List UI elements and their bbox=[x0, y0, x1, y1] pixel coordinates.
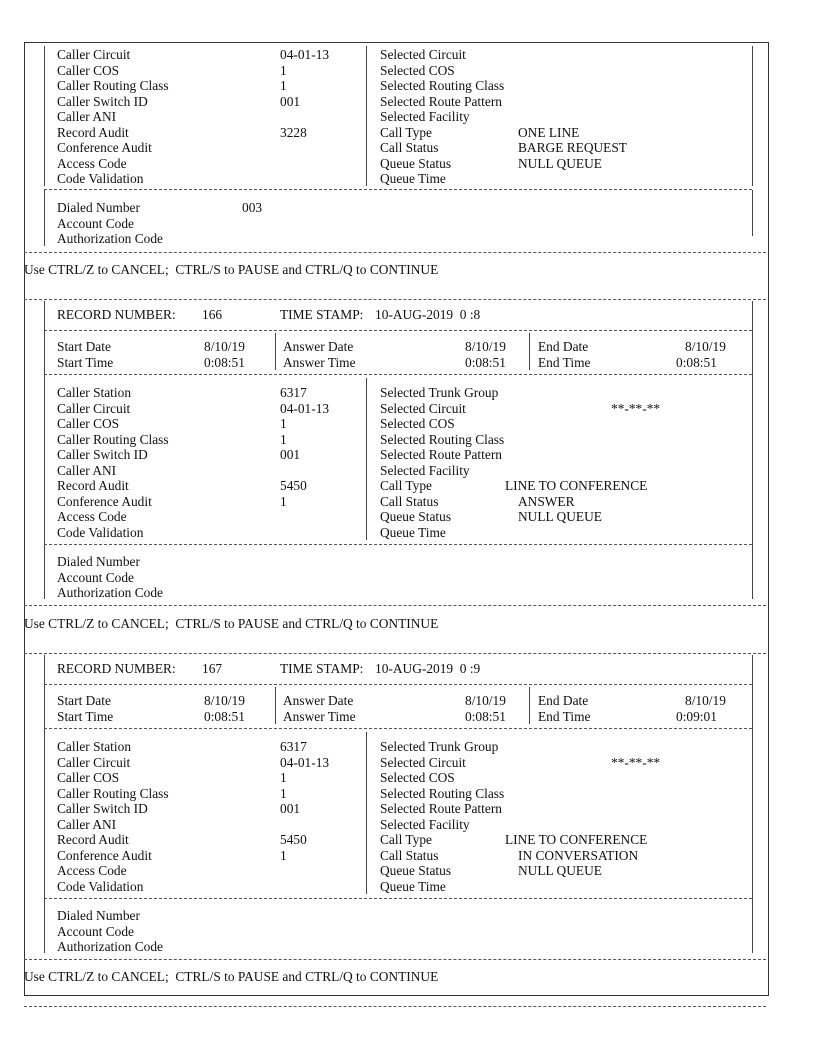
cancel-instructions: Use CTRL/Z to CANCEL; CTRL/S to PAUSE and CTRL/Q to CONTINUE bbox=[24, 969, 439, 984]
end-time-value: 0:08:51 bbox=[676, 354, 717, 370]
start-date-value: 8/10/19 bbox=[204, 339, 245, 354]
caller-routing-class-value: 1 bbox=[280, 785, 287, 801]
section-separator bbox=[44, 189, 752, 190]
caller-routing-class-label: Caller Routing Class bbox=[57, 431, 169, 447]
caller-routing-class-value: 1 bbox=[280, 78, 287, 93]
queue-status-label: Queue Status bbox=[380, 509, 452, 524]
end-date-label: End Date bbox=[538, 693, 589, 708]
call-type-value: LINE TO CONFERENCE bbox=[505, 832, 648, 847]
caller-ani-label: Caller ANI bbox=[57, 109, 117, 124]
queue-status-label: Queue Status bbox=[380, 155, 452, 171]
authorization-code-label: Authorization Code bbox=[57, 939, 163, 954]
caller-station-label: Caller Station bbox=[57, 385, 132, 400]
column-divider bbox=[275, 687, 276, 724]
code-validation-label: Code Validation bbox=[57, 171, 144, 186]
caller-circuit-value: 04-01-13 bbox=[280, 754, 330, 770]
call-status-value: IN CONVERSATION bbox=[518, 847, 639, 863]
record-audit-label: Record Audit bbox=[57, 124, 129, 140]
end-time-label: End Time bbox=[538, 354, 591, 370]
start-time-value: 0:08:51 bbox=[204, 354, 245, 370]
cancel-instructions: Use CTRL/Z to CANCEL; CTRL/S to PAUSE and CTRL/Q to CONTINUE bbox=[24, 262, 439, 277]
account-code-label: Account Code bbox=[57, 569, 134, 585]
left-border bbox=[44, 46, 45, 186]
selected-facility-label: Selected Facility bbox=[380, 462, 470, 478]
selected-circuit-value: **-**-** bbox=[611, 754, 661, 770]
caller-routing-class-value: 1 bbox=[280, 431, 287, 447]
queue-status-label: Queue Status bbox=[380, 863, 452, 878]
selected-trunk-group-label: Selected Trunk Group bbox=[380, 739, 499, 754]
call-status-value: ANSWER bbox=[518, 493, 575, 509]
start-date-label: Start Date bbox=[57, 693, 111, 708]
caller-switch-id-label: Caller Switch ID bbox=[57, 93, 148, 109]
queue-time-label: Queue Time bbox=[380, 878, 446, 894]
section-separator bbox=[44, 330, 752, 331]
section-separator bbox=[44, 898, 752, 899]
selected-cos-label: Selected COS bbox=[380, 62, 455, 78]
end-time-value: 0:09:01 bbox=[676, 708, 717, 724]
right-border bbox=[752, 190, 753, 236]
selected-facility-label: Selected Facility bbox=[380, 816, 470, 832]
start-date-value: 8/10/19 bbox=[204, 693, 245, 708]
selected-routing-class-label: Selected Routing Class bbox=[380, 785, 505, 801]
caller-station-value: 6317 bbox=[280, 385, 307, 400]
section-separator bbox=[44, 544, 752, 545]
queue-status-value: NULL QUEUE bbox=[518, 155, 602, 171]
authorization-code-label: Authorization Code bbox=[57, 585, 163, 600]
answer-date-label: Answer Date bbox=[283, 693, 354, 708]
caller-switch-id-value: 001 bbox=[280, 447, 301, 462]
caller-circuit-value: 04-01-13 bbox=[280, 400, 330, 416]
record-audit-value: 5450 bbox=[280, 478, 307, 493]
column-divider bbox=[529, 333, 530, 370]
call-status-label: Call Status bbox=[380, 140, 439, 155]
right-border bbox=[752, 46, 753, 186]
selected-route-pattern-label: Selected Route Pattern bbox=[380, 447, 502, 462]
code-validation-label: Code Validation bbox=[57, 878, 144, 894]
record-audit-value: 3228 bbox=[280, 124, 307, 140]
caller-cos-value: 1 bbox=[280, 770, 287, 785]
caller-circuit-label: Caller Circuit bbox=[57, 400, 131, 416]
end-time-label: End Time bbox=[538, 708, 591, 724]
time-stamp-value: 10-AUG-2019 0 :9 bbox=[375, 661, 481, 676]
call-status-value: BARGE REQUEST bbox=[518, 140, 627, 155]
selected-route-pattern-label: Selected Route Pattern bbox=[380, 801, 502, 816]
column-divider bbox=[275, 333, 276, 370]
selected-circuit-label: Selected Circuit bbox=[380, 754, 466, 770]
time-stamp-label: TIME STAMP: bbox=[280, 307, 364, 322]
access-code-label: Access Code bbox=[57, 155, 127, 171]
conference-audit-label: Conference Audit bbox=[57, 493, 152, 509]
caller-cos-label: Caller COS bbox=[57, 770, 120, 785]
answer-time-label: Answer Time bbox=[283, 708, 356, 724]
record-separator bbox=[24, 653, 766, 654]
call-type-value: LINE TO CONFERENCE bbox=[505, 478, 648, 493]
answer-date-value: 8/10/19 bbox=[465, 693, 506, 708]
caller-switch-id-label: Caller Switch ID bbox=[57, 447, 148, 462]
answer-time-label: Answer Time bbox=[283, 354, 356, 370]
section-separator bbox=[44, 374, 752, 375]
caller-cos-label: Caller COS bbox=[57, 416, 120, 431]
time-stamp-label: TIME STAMP: bbox=[280, 661, 364, 676]
left-border bbox=[44, 655, 45, 953]
caller-ani-label: Caller ANI bbox=[57, 816, 117, 832]
left-border bbox=[44, 301, 45, 599]
dialed-number-label: Dialed Number bbox=[57, 200, 140, 215]
end-date-value: 8/10/19 bbox=[685, 339, 726, 354]
record-separator bbox=[24, 605, 766, 606]
call-status-label: Call Status bbox=[380, 847, 439, 863]
right-border bbox=[752, 301, 753, 599]
start-time-label: Start Time bbox=[57, 708, 114, 724]
access-code-label: Access Code bbox=[57, 509, 127, 524]
authorization-code-label: Authorization Code bbox=[57, 231, 163, 246]
start-time-value: 0:08:51 bbox=[204, 708, 245, 724]
column-divider bbox=[366, 732, 367, 894]
record-separator bbox=[24, 1006, 766, 1007]
caller-cos-value: 1 bbox=[280, 62, 287, 78]
call-type-value: ONE LINE bbox=[518, 124, 580, 140]
queue-time-label: Queue Time bbox=[380, 171, 446, 186]
time-stamp-value: 10-AUG-2019 0 :8 bbox=[375, 307, 481, 322]
column-divider bbox=[366, 378, 367, 540]
record-separator bbox=[24, 959, 766, 960]
conference-audit-value: 1 bbox=[280, 493, 287, 509]
record-audit-label: Record Audit bbox=[57, 478, 129, 493]
section-separator bbox=[44, 684, 752, 685]
answer-time-value: 0:08:51 bbox=[465, 354, 506, 370]
record-separator bbox=[24, 299, 766, 300]
caller-cos-value: 1 bbox=[280, 416, 287, 431]
caller-circuit-label: Caller Circuit bbox=[57, 754, 131, 770]
answer-date-value: 8/10/19 bbox=[465, 339, 506, 354]
call-type-label: Call Type bbox=[380, 478, 432, 493]
answer-time-value: 0:08:51 bbox=[465, 708, 506, 724]
caller-switch-id-value: 001 bbox=[280, 801, 301, 816]
caller-routing-class-label: Caller Routing Class bbox=[57, 78, 169, 93]
dialed-number-label: Dialed Number bbox=[57, 908, 140, 923]
selected-circuit-value: **-**-** bbox=[611, 400, 661, 416]
selected-trunk-group-label: Selected Trunk Group bbox=[380, 385, 499, 400]
record-number-value: 166 bbox=[202, 307, 223, 322]
column-divider bbox=[366, 46, 367, 186]
queue-time-label: Queue Time bbox=[380, 524, 446, 540]
selected-routing-class-label: Selected Routing Class bbox=[380, 431, 505, 447]
queue-status-value: NULL QUEUE bbox=[518, 509, 602, 524]
access-code-label: Access Code bbox=[57, 863, 127, 878]
caller-circuit-value: 04-01-13 bbox=[280, 47, 330, 62]
selected-routing-class-label: Selected Routing Class bbox=[380, 78, 505, 93]
account-code-label: Account Code bbox=[57, 923, 134, 939]
conference-audit-label: Conference Audit bbox=[57, 140, 152, 155]
dialed-number-value: 003 bbox=[242, 200, 263, 215]
conference-audit-value: 1 bbox=[280, 847, 287, 863]
record-number-value: 167 bbox=[202, 661, 223, 676]
queue-status-value: NULL QUEUE bbox=[518, 863, 602, 878]
end-date-value: 8/10/19 bbox=[685, 693, 726, 708]
code-validation-label: Code Validation bbox=[57, 524, 144, 540]
call-type-label: Call Type bbox=[380, 124, 432, 140]
caller-ani-label: Caller ANI bbox=[57, 462, 117, 478]
call-type-label: Call Type bbox=[380, 832, 432, 847]
start-date-label: Start Date bbox=[57, 339, 111, 354]
selected-cos-label: Selected COS bbox=[380, 416, 455, 431]
record-number-label: RECORD NUMBER: bbox=[57, 307, 176, 322]
call-status-label: Call Status bbox=[380, 493, 439, 509]
caller-station-value: 6317 bbox=[280, 739, 307, 754]
selected-facility-label: Selected Facility bbox=[380, 109, 470, 124]
caller-switch-id-label: Caller Switch ID bbox=[57, 801, 148, 816]
selected-circuit-label: Selected Circuit bbox=[380, 400, 466, 416]
dialed-number-label: Dialed Number bbox=[57, 554, 140, 569]
caller-station-label: Caller Station bbox=[57, 739, 132, 754]
caller-routing-class-label: Caller Routing Class bbox=[57, 785, 169, 801]
start-time-label: Start Time bbox=[57, 354, 114, 370]
record-separator bbox=[24, 252, 766, 253]
cancel-instructions: Use CTRL/Z to CANCEL; CTRL/S to PAUSE and CTRL/Q to CONTINUE bbox=[24, 616, 439, 631]
right-border bbox=[752, 655, 753, 953]
column-divider bbox=[529, 687, 530, 724]
record-audit-value: 5450 bbox=[280, 832, 307, 847]
record-audit-label: Record Audit bbox=[57, 832, 129, 847]
account-code-label: Account Code bbox=[57, 215, 134, 231]
selected-cos-label: Selected COS bbox=[380, 770, 455, 785]
record-number-label: RECORD NUMBER: bbox=[57, 661, 176, 676]
selected-circuit-label: Selected Circuit bbox=[380, 47, 466, 62]
section-separator bbox=[44, 728, 752, 729]
caller-circuit-label: Caller Circuit bbox=[57, 47, 131, 62]
answer-date-label: Answer Date bbox=[283, 339, 354, 354]
caller-switch-id-value: 001 bbox=[280, 93, 301, 109]
caller-cos-label: Caller COS bbox=[57, 62, 120, 78]
left-border bbox=[44, 190, 45, 246]
conference-audit-label: Conference Audit bbox=[57, 847, 152, 863]
selected-route-pattern-label: Selected Route Pattern bbox=[380, 93, 502, 109]
end-date-label: End Date bbox=[538, 339, 589, 354]
